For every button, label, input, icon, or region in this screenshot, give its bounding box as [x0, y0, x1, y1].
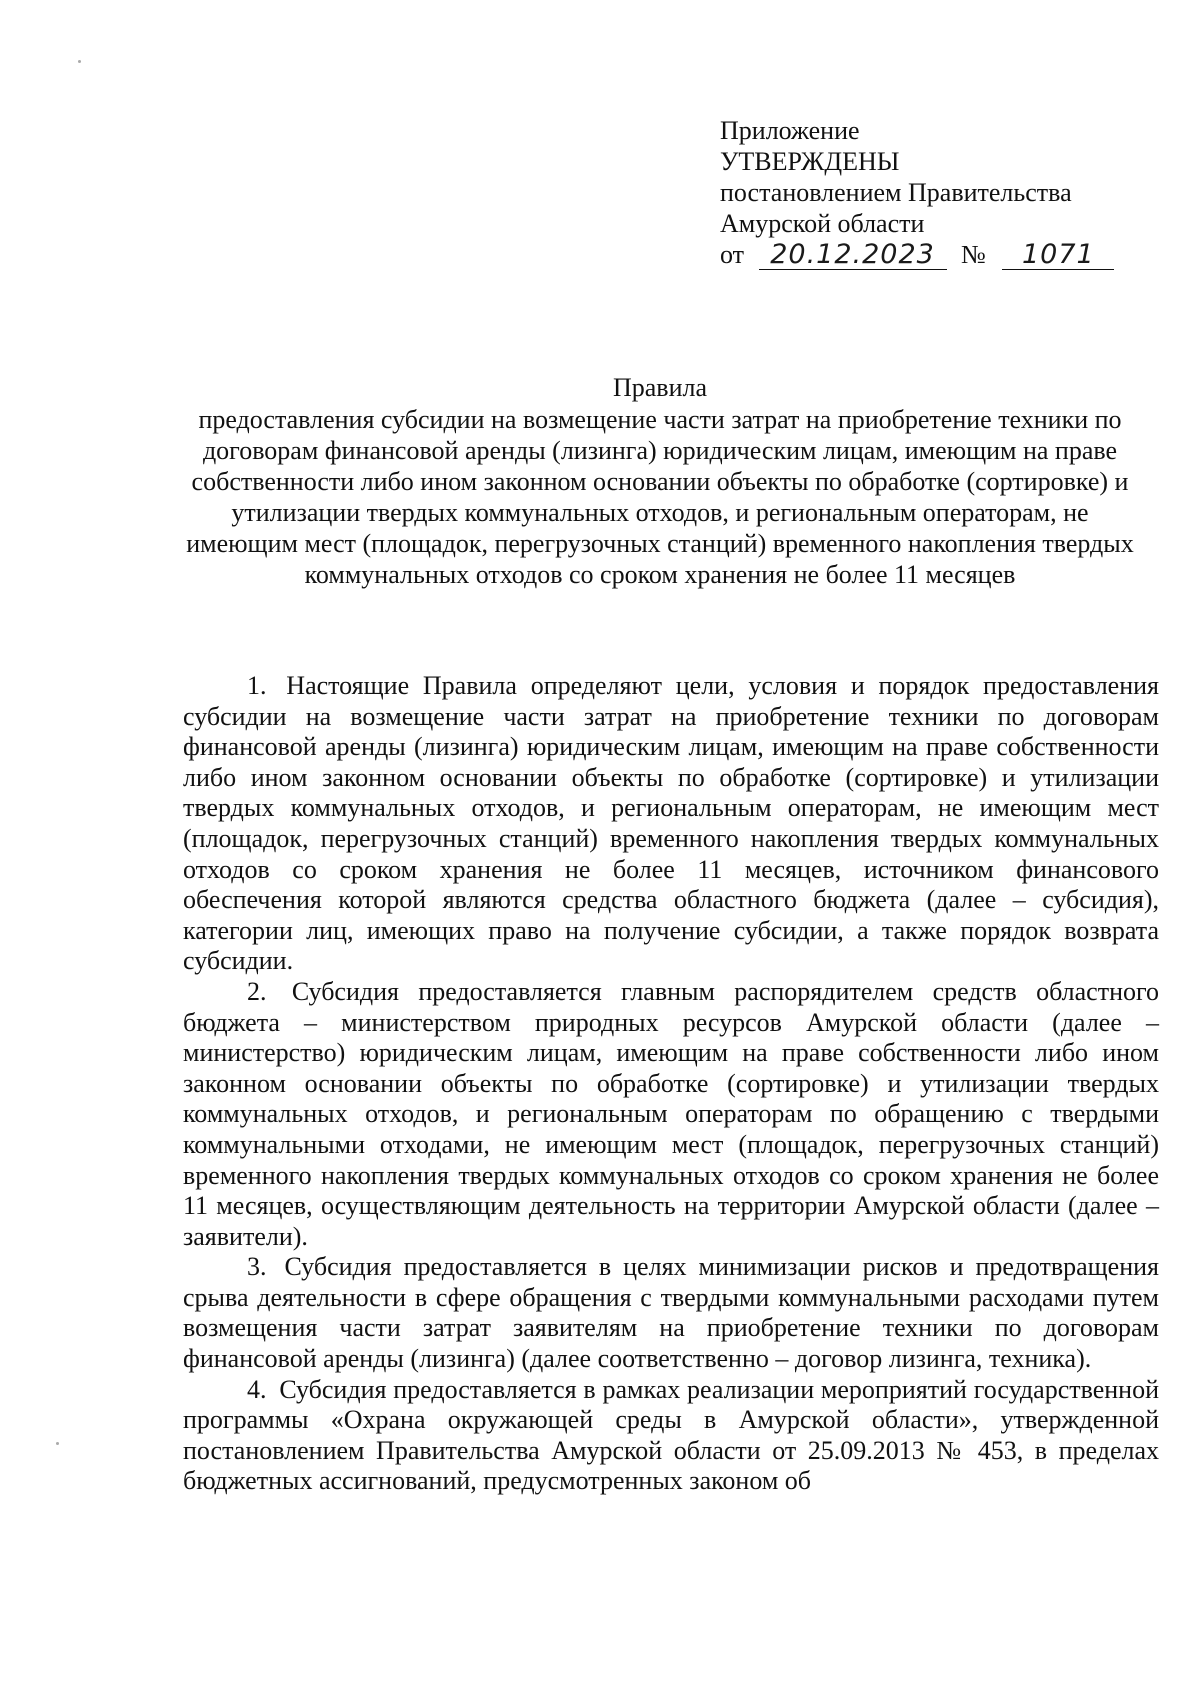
document-title — [180, 372, 1140, 590]
paragraph-2 — [183, 977, 1159, 1252]
handwritten-number: 1071 — [1002, 241, 1114, 270]
date-prefix: от — [720, 240, 745, 269]
document-body — [183, 671, 1159, 1497]
handwritten-date: 20.12.2023 — [759, 241, 947, 270]
approved-label: УТВЕРЖДЕНЫ — [720, 147, 900, 176]
region-line: Амурской области — [720, 209, 925, 238]
approval-stamp-block — [720, 115, 1114, 270]
paragraph-1 — [183, 671, 1159, 977]
paragraph-number: 3. — [247, 1252, 267, 1282]
paragraph-number: 4. — [247, 1374, 267, 1404]
approved-by-line: постановлением Правительства — [720, 178, 1072, 207]
number-prefix: № — [961, 240, 986, 269]
paragraph-text: Настоящие Правила определяют цели, условия и порядок предоставления субсидии на возмещение части затрат на приобретение техники по договорам финансовой аренды (лизинга) юридическим лицам, имеющим на праве собственности либо ином законном основании объекты по обработке (сортировке) и утилизации твердых коммунальных отходов, и региональным операторам, не имеющим мест (площадок, перегрузочных станций) временного накопления твердых коммунальных отходов со сроком хранения не более 11 месяцев, источником финансового обеспечения которой являются средства областного бюджета (далее – субсидия), категории лиц, имеющих право на получение субсидии, а также порядок возврата субсидии. — [183, 671, 1160, 976]
appendix-label: Приложение — [720, 116, 860, 145]
paragraph-4 — [183, 1375, 1159, 1497]
paragraph-text: Субсидия предоставляется главным распорядителем средств областного бюджета – министерством природных ресурсов Амурской области (далее – министерство) юридическим лицам, имеющим на праве собственности либо ином законном основании объекты по обработке (сортировке) и утилизации твердых коммунальных отходов, и региональным операторам по обращению с твердыми коммунальными отходами, не имеющим мест (площадок, перегрузочных станций) временного накопления твердых коммунальных отходов со сроком хранения не более 11 месяцев, осуществляющим деятельность на территории Амурской области (далее – заявители). — [183, 976, 1160, 1251]
paragraph-text: Субсидия предоставляется в рамках реализации мероприятий государственной программы «Охрана окружающей среды в Амурской области», утвержденной постановлением Правительства Амурской области от 25.09.2013 № 453, в пределах бюджетных ассигнований, предусмотренных законом об — [183, 1374, 1160, 1496]
scan-speck — [78, 60, 81, 63]
scan-speck — [56, 1442, 59, 1445]
date-number-row — [720, 239, 1114, 270]
title-subtitle: предоставления субсидии на возмещение части затрат на приобретение техники по договорам финансовой аренды (лизинга) юридическим лицам, имеющим на праве собственности либо ином законном основании объекты по обработке (сортировке) и утилизации твердых коммунальных отходов, и региональным операторам, не имеющим мест (площадок, перегрузочных станций) временного накопления твердых коммунальных отходов со сроком хранения не более 11 месяцев — [186, 405, 1134, 589]
paragraph-3 — [183, 1252, 1159, 1374]
title-heading: Правила — [612, 373, 708, 402]
paragraph-number: 2. — [247, 976, 267, 1006]
paragraph-text: Субсидия предоставляется в целях минимизации рисков и предотвращения срыва деятельности в сфере обращения с твердыми коммунальными расходами путем возмещения части затрат заявителям на приобретение техники по договорам финансовой аренды (лизинга) (далее соответственно – договор лизинга, техника). — [183, 1252, 1160, 1374]
paragraph-number: 1. — [247, 671, 267, 700]
